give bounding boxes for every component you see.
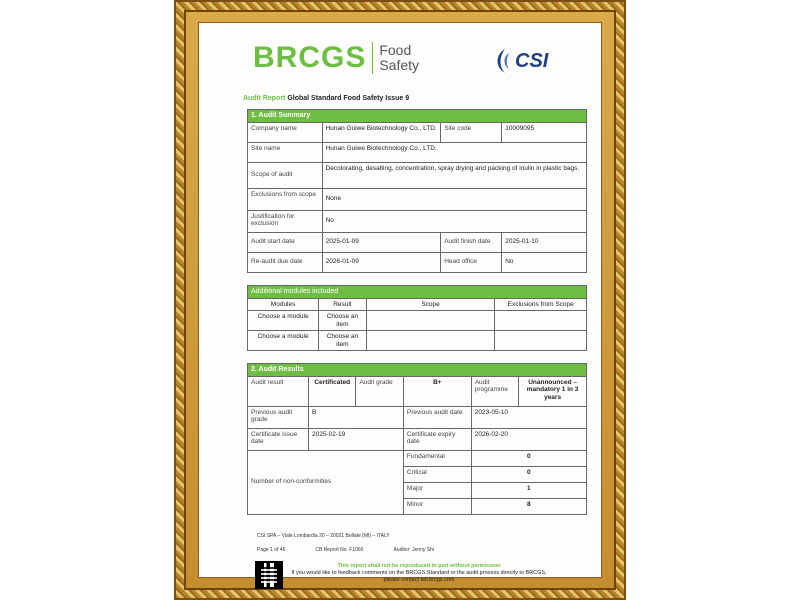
brcgs-logo-divider [372, 42, 373, 74]
audit-finish-value: 2025-01-10 [502, 232, 587, 252]
cert-issue-label: Certificate issue date [248, 428, 309, 450]
footer-auditor: Auditor: Jenny Shi [393, 547, 435, 553]
footer-meta [257, 547, 557, 553]
audit-finish-label: Audit finish date [441, 232, 502, 252]
nc-count-label: Number of non-conformities [248, 450, 404, 514]
exclusions-cell [495, 311, 587, 331]
site-code-label: Site code [441, 122, 502, 142]
scope-cell [366, 331, 495, 351]
module-cell[interactable]: Choose a module [248, 311, 319, 331]
fundamental-label: Fundamental [403, 450, 471, 466]
footer-note [289, 563, 549, 584]
report-title-text: Global Standard Food Safety Issue 9 [285, 95, 410, 102]
module-row [248, 311, 587, 331]
prev-date-label: Previous audit date [403, 406, 471, 428]
gold-frame [174, 0, 626, 600]
brcgs-logo-text: BRCGS [253, 41, 367, 74]
result-cell[interactable]: Choose an item [319, 331, 366, 351]
prev-date-value: 2023-05-10 [471, 406, 586, 428]
site-name-value: Hunan Guiwe Biotechnology Co., LTD. [322, 142, 586, 162]
major-label: Major [403, 482, 471, 498]
certificate-page [198, 22, 602, 583]
justification-label: Justification for exclusion [248, 210, 323, 232]
audit-grade-value: B+ [403, 376, 471, 406]
site-name-label: Site name [248, 142, 323, 162]
exclusions-cell [495, 331, 587, 351]
report-title [243, 95, 409, 102]
site-code-value: 10009095 [502, 122, 587, 142]
exclusions-value: None [322, 188, 586, 210]
modules-heading: Additional modules included [248, 286, 587, 299]
scope-cell [366, 311, 495, 331]
company-name-label: Company name [248, 122, 323, 142]
qr-code [255, 561, 283, 589]
footer-cb-report: CB Report No. F1060 [315, 547, 364, 553]
minor-value: 8 [471, 498, 586, 514]
critical-value: 0 [471, 466, 586, 482]
module-cell[interactable]: Choose a module [248, 331, 319, 351]
brcgs-logo-sub [379, 43, 419, 73]
audit-programme-value: Unannounced – mandatory 1 in 3 years [519, 376, 587, 406]
brcgs-sub-line1: Food [379, 42, 412, 58]
reaudit-value: 2026-01-09 [322, 252, 441, 272]
cert-expiry-label: Certificate expiry date [403, 428, 471, 450]
prev-grade-label: Previous audit grade [248, 406, 309, 428]
audit-start-label: Audit start date [248, 232, 323, 252]
result-cell[interactable]: Choose an item [319, 311, 366, 331]
audit-result-value: Certificated [309, 376, 356, 406]
audit-results-heading: 2. Audit Results [248, 364, 587, 377]
audit-grade-label: Audit grade [356, 376, 403, 406]
major-value: 1 [471, 482, 586, 498]
brcgs-logo [253, 41, 419, 75]
audit-summary-heading: 1. Audit Summary [248, 110, 587, 123]
audit-summary-table [247, 109, 587, 273]
cert-issue-value: 2025-02-19 [309, 428, 404, 450]
footer-warning: This report shall not be reproduced in part without permission [337, 563, 501, 569]
minor-label: Minor [403, 498, 471, 514]
critical-label: Critical [403, 466, 471, 482]
frame-inner [184, 10, 616, 590]
audit-result-label: Audit result [248, 376, 309, 406]
scope-value: Decolorating, desalting, concentration, spray drying and packing of inulin in plastic bags. [322, 162, 586, 188]
exclusions-label: Exclusions from scope [248, 188, 323, 210]
audit-programme-label: Audit programme [471, 376, 518, 406]
modules-table [247, 285, 587, 351]
cert-expiry-value: 2026-02-20 [471, 428, 586, 450]
head-office-label: Head office [441, 252, 502, 272]
justification-value: No [322, 210, 586, 232]
module-row [248, 331, 587, 351]
footer-address: CSI SPA – Viale Lombardia 20 – 20021 Bollate (MI) – ITALY [257, 533, 390, 539]
report-title-prefix: Audit Report [243, 95, 286, 102]
reaudit-label: Re-audit due date [248, 252, 323, 272]
exclusions-col-header: Exclusions from Scope [495, 298, 587, 311]
csi-logo-text: CSI [515, 49, 549, 72]
head-office-value: No [502, 252, 587, 272]
footer-feedback: If you would like to feedback comments on the BRCGS Standard or the audit process directly to BRCGS, please contact tell.brcgs.com [291, 570, 547, 583]
brcgs-sub-line2: Safety [379, 57, 420, 73]
scope-label: Scope of audit [248, 162, 323, 188]
csi-logo [491, 47, 548, 75]
footer-page: Page 1 of 46 [257, 547, 286, 553]
scope-col-header: Scope [366, 298, 495, 311]
prev-grade-value: B [309, 406, 404, 428]
csi-swoosh-icon [491, 47, 513, 75]
audit-results-table [247, 363, 587, 515]
fundamental-value: 0 [471, 450, 586, 466]
company-name-value: Hunan Guiwe Biotechnology Co., LTD. [322, 122, 441, 142]
result-col-header: Result [319, 298, 366, 311]
audit-start-value: 2025-01-09 [322, 232, 441, 252]
modules-col-header: Modules [248, 298, 319, 311]
